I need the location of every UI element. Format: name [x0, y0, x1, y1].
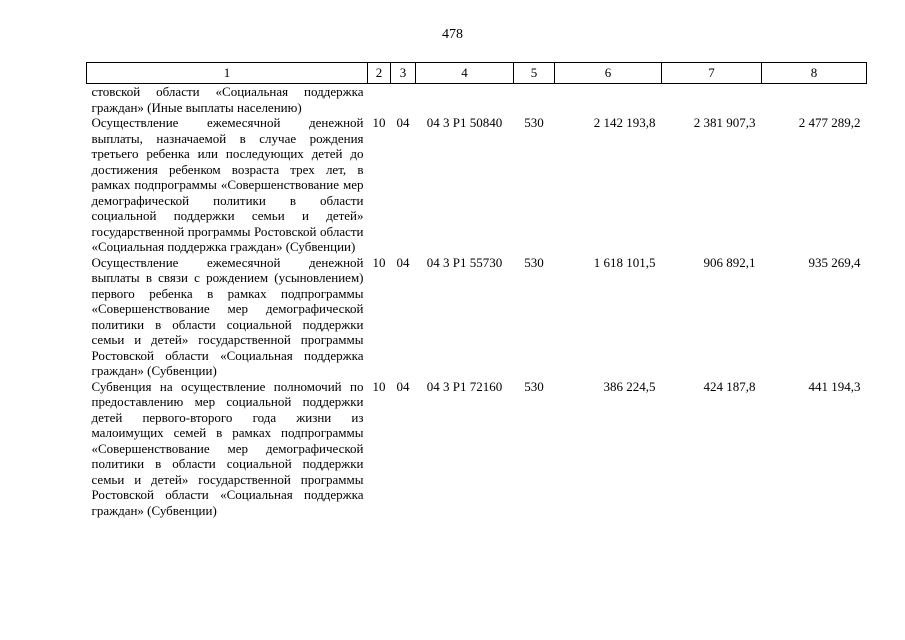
row-amount-year-2 [662, 84, 762, 116]
row-section: 10 [372, 115, 386, 130]
row-description: Осуществление ежемесячной денежной выплаты в связи с рождением (усыновлением) первого ребенка в рамках подпрограммы «Совершенствование мер демографической политики в области социальной поддержки семьи и детей» государственной программы Ростовской области «Социальная поддержка граждан» (Субвенции) [91, 254, 364, 378]
row-subsection: 04 [396, 254, 410, 270]
table-body [87, 84, 867, 519]
row-description: стовской области «Социальная поддержка граждан» (Иные выплаты населению) [91, 84, 364, 115]
row-section [368, 84, 391, 116]
row-amount-year-2: 424 187,8 [703, 378, 756, 394]
row-expense-type: 530 [524, 254, 544, 270]
table-row [87, 255, 867, 379]
header-row [87, 63, 867, 84]
header-col-4: 4 [416, 63, 514, 84]
row-amount-year-3 [762, 84, 867, 116]
row-amount-year-1 [555, 84, 662, 116]
row-target-code [416, 84, 514, 116]
row-expense-type [514, 84, 555, 116]
row-target-code: 04 3 P1 50840 [426, 115, 503, 130]
row-subsection: 04 [396, 378, 410, 394]
row-amount-year-1: 386 224,5 [603, 378, 656, 394]
row-subsection: 04 [396, 115, 410, 130]
header-col-8: 8 [762, 63, 867, 84]
header-col-5: 5 [514, 63, 555, 84]
page-number: 478 [442, 27, 463, 42]
table-row [87, 379, 867, 519]
row-section: 10 [372, 254, 386, 270]
header-col-3: 3 [391, 63, 416, 84]
header-col-1: 1 [87, 63, 368, 84]
row-subsection [391, 84, 416, 116]
row-amount-year-2: 2 381 907,3 [693, 115, 756, 130]
row-amount-year-3: 935 269,4 [808, 254, 861, 270]
budget-table [86, 62, 867, 518]
row-description: Субвенция на осуществление полномочий по предоставлению мер социальной поддержки детей первого-второго года жизни из малоимущих семей в рамках подпрограммы «Совершенствование мер демографической политики в области социальной поддержки семьи и детей» государственной программы Ростовской области «Социальная поддержка граждан» (Субвенции) [91, 378, 364, 518]
table-header [87, 63, 867, 84]
row-amount-year-1: 2 142 193,8 [593, 115, 656, 130]
row-target-code: 04 3 P1 72160 [426, 378, 503, 394]
row-amount-year-3: 2 477 289,2 [798, 115, 861, 130]
row-description: Осуществление ежемесячной денежной выплаты, назначаемой в случае рождения третьего ребенка или последующих детей до достижения ребенком возраста трех лет, в рамках подпрограммы «Совершенствование мер демографической политики в области социальной поддержки семьи и детей» государственной программы Ростовской области «Социальная поддержка граждан» (Субвенции) [91, 115, 364, 254]
header-col-6: 6 [555, 63, 662, 84]
row-amount-year-3: 441 194,3 [808, 378, 861, 394]
table-row [87, 115, 867, 255]
row-expense-type: 530 [524, 378, 544, 394]
row-amount-year-2: 906 892,1 [703, 254, 756, 270]
row-section: 10 [372, 378, 386, 394]
row-amount-year-1: 1 618 101,5 [593, 254, 656, 270]
table-row [87, 84, 867, 116]
header-col-2: 2 [368, 63, 391, 84]
row-target-code: 04 3 P1 55730 [426, 254, 503, 270]
header-col-7: 7 [662, 63, 762, 84]
row-expense-type: 530 [524, 115, 544, 130]
